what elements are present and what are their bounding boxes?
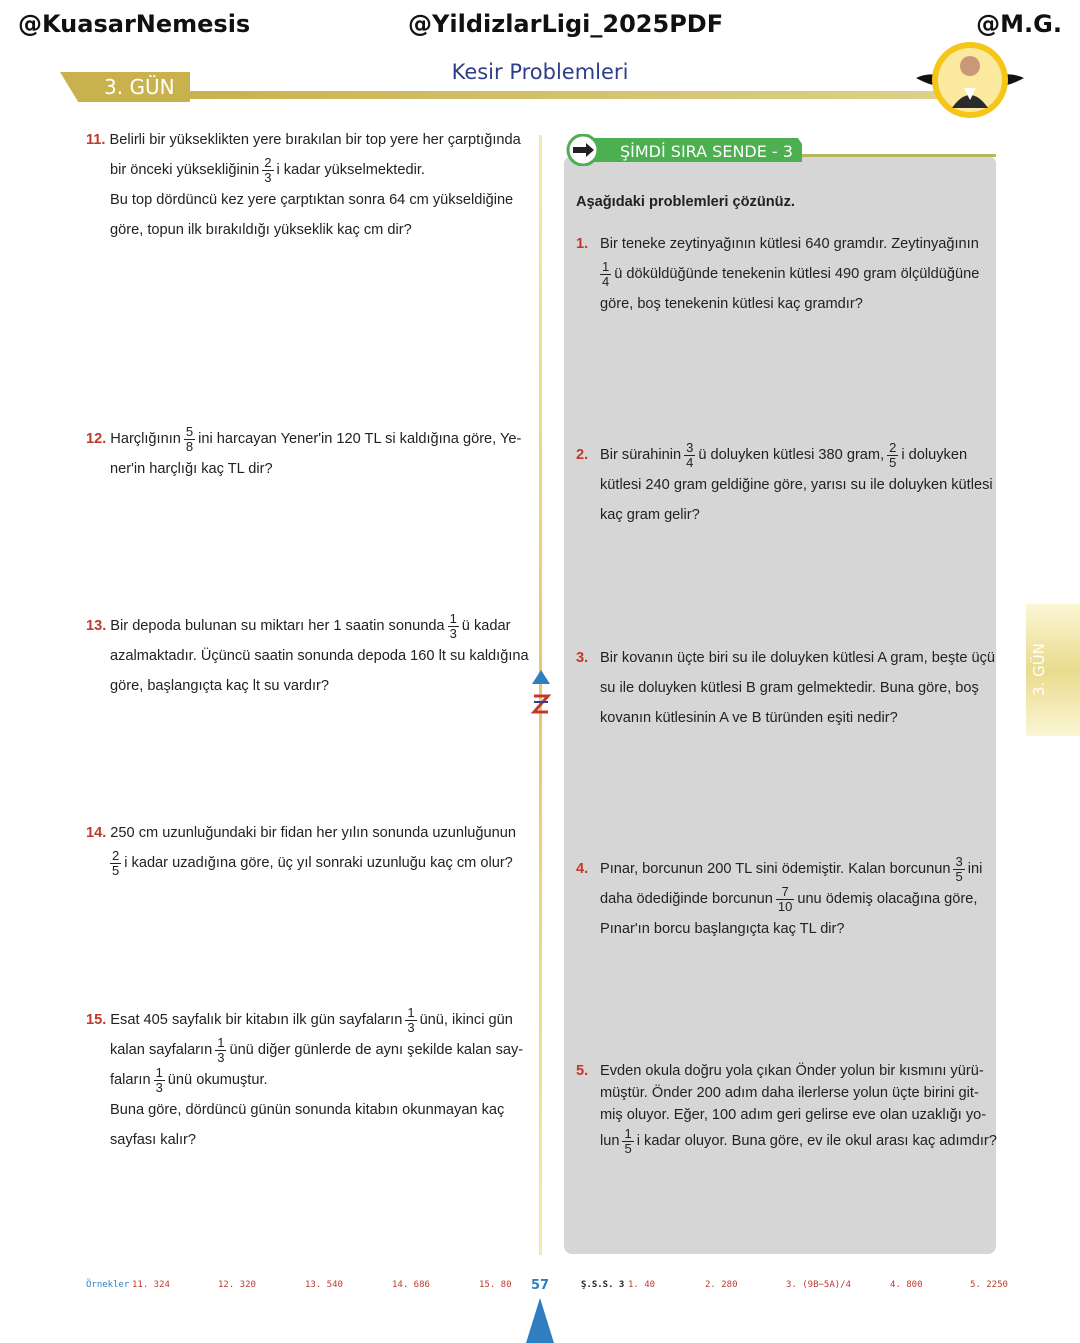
fraction-numerator: 1: [602, 258, 610, 274]
question-text: sayfası kalır?: [110, 1132, 196, 1148]
footer-answer: 14. 686: [392, 1280, 430, 1290]
question-number: 15.: [86, 1012, 107, 1028]
problem-number: 5.: [576, 1063, 589, 1079]
question-text: ü kadar: [461, 618, 511, 634]
footer-answer: 13. 540: [305, 1280, 343, 1290]
question-text: Belirli bir yükseklikten yere bırakılan bir top yere her çarptığında: [109, 132, 521, 148]
problem-text: Bir sürahinin: [600, 447, 682, 463]
problem-text: Pınar'ın borcu başlangıçta kaç TL dir?: [600, 921, 845, 937]
question-text: Bu top dördüncü kez yere çarptıktan sonra 64 cm yükseldiğine: [110, 192, 514, 208]
footer-answer: 11. 324: [132, 1280, 170, 1290]
problem-text: ini: [967, 861, 983, 877]
fraction-numerator: 3: [686, 439, 694, 455]
header-rule: [186, 91, 946, 99]
fraction: [622, 1127, 633, 1156]
watermark-middle: @YildizlarLigi_2025PDF: [408, 10, 724, 38]
panel-tab: [564, 134, 802, 166]
fraction: [405, 1006, 416, 1035]
watermark-right: @M.G.: [976, 10, 1062, 38]
fraction-denominator: 5: [112, 862, 120, 878]
page-title: Kesir Problemleri: [451, 60, 629, 84]
question-12: [86, 423, 522, 484]
fraction: [448, 612, 459, 641]
page-number: 57: [530, 1278, 550, 1293]
question-text: 250 cm uzunluğundaki bir fidan her yılın sonunda uzunluğunun: [110, 825, 516, 841]
fraction-numerator: 5: [185, 423, 194, 439]
problem-text: unu ödemiş olacağına göre,: [797, 891, 978, 907]
panel-header-rule: [796, 154, 996, 157]
question-number: 11.: [86, 132, 106, 148]
question-text: Bir depoda bulunan su miktarı her 1 saatin sonunda: [110, 618, 445, 634]
fraction-numerator: 1: [217, 1034, 225, 1050]
fraction-denominator: 10: [777, 898, 793, 914]
fraction-denominator: 5: [955, 868, 963, 884]
problem-text: Evden okula doğru yola çıkan Önder yolun bir kısmını yürü-: [600, 1063, 984, 1079]
fraction-denominator: 5: [889, 454, 897, 470]
problem-text: kaç gram gelir?: [600, 507, 700, 523]
question-text: azalmaktadır. Üçüncü saatin sonunda depoda 160 lt su kaldığına: [110, 648, 529, 664]
fraction-denominator: 8: [185, 438, 194, 454]
fraction-numerator: 1: [155, 1064, 163, 1080]
footer-answer: 12. 320: [218, 1280, 256, 1290]
question-text: göre, başlangıçta kaç lt su vardır?: [110, 678, 330, 694]
question-text: göre, topun ilk bırakıldığı yükseklik kaç cm dir?: [110, 222, 412, 238]
watermark-left: @KuasarNemesis: [18, 10, 251, 38]
fraction: [684, 441, 695, 470]
practice-problem-5: [576, 1060, 997, 1156]
problem-text: kütlesi 240 gram geldiğine göre, yarısı su ile doluyken kütlesi: [600, 477, 993, 493]
fraction: [776, 885, 794, 914]
footer-answer: 4. 800: [890, 1280, 923, 1290]
fraction-denominator: 3: [217, 1049, 225, 1065]
fraction-numerator: 2: [889, 439, 897, 455]
question-text: Harçlığının: [110, 431, 181, 447]
fraction-denominator: 4: [602, 273, 610, 289]
footer-sss-label: Ş.S.S. 3: [581, 1280, 625, 1290]
footer-answer: 1. 40: [628, 1280, 656, 1290]
question-text: ünü, ikinci gün: [419, 1012, 513, 1028]
problem-text: Bir teneke zeytinyağının kütlesi 640 gramdır. Zeytinyağının: [600, 236, 979, 252]
fraction-denominator: 5: [624, 1140, 632, 1156]
question-number: 14.: [86, 825, 107, 841]
fraction-denominator: 3: [155, 1079, 163, 1095]
problem-text: Pınar, borcunun 200 TL sini ödemiştir. Kalan borcunun: [600, 861, 951, 877]
footer-answer: 15. 80: [479, 1280, 512, 1290]
problem-text: göre, boş tenekenin kütlesi kaç gramdır?: [600, 296, 863, 312]
practice-problem-2: [576, 439, 993, 530]
problem-number: 1.: [576, 236, 589, 252]
fraction-numerator: 2: [112, 847, 120, 863]
day-tab-label: 3. GÜN: [104, 75, 175, 99]
fraction: [215, 1036, 226, 1065]
practice-problem-3: [576, 643, 996, 733]
fraction: [262, 156, 273, 185]
question-text: ünü diğer günlerde de aynı şekilde kalan say-: [229, 1042, 524, 1058]
mascot-badge-icon: [908, 38, 1032, 122]
question-text: bir önceki yüksekliğinin: [110, 162, 260, 178]
fraction-denominator: 4: [686, 454, 694, 470]
footer-answer: 3. (9B−5A)/4: [786, 1280, 852, 1290]
problem-text: ü doluyken kütlesi 380 gram,: [698, 447, 885, 463]
problem-text: Bir kovanın üçte biri su ile doluyken kütlesi A gram, beşte üçü: [600, 650, 996, 666]
question-text: Buna göre, dördüncü günün sonunda kitabın okunmayan kaç: [110, 1102, 505, 1118]
problem-number: 3.: [576, 650, 589, 666]
footer-answer: 5. 2250: [970, 1280, 1008, 1290]
question-14: [86, 818, 518, 878]
question-13: [86, 610, 529, 701]
practice-problem-4: [576, 854, 984, 944]
panel-intro: Aşağıdaki problemleri çözünüz.: [576, 194, 795, 210]
fraction-denominator: 3: [407, 1019, 415, 1035]
fraction-denominator: 3: [264, 169, 272, 185]
panel-tab-label: ŞİMDİ SIRA SENDE - 3: [620, 142, 793, 161]
fraction-numerator: 2: [264, 154, 272, 170]
fraction-denominator: 3: [449, 625, 457, 641]
fraction: [600, 260, 611, 289]
problem-text: kovanın kütlesinin A ve B türünden eşiti nedir?: [600, 710, 898, 726]
fraction: [110, 849, 121, 878]
fraction: [154, 1066, 165, 1095]
question-text: i kadar uzadığına göre, üç yıl sonraki uzunluğu kaç cm olur?: [124, 855, 513, 871]
footer-answer: 2. 280: [705, 1280, 738, 1290]
footer-examples-label: Örnekler: [86, 1280, 130, 1290]
fraction: [953, 855, 964, 884]
problem-text: miş oluyor. Eğer, 100 adım geri gelirse eve olan uzaklığı yo-: [600, 1107, 987, 1123]
problem-number: 4.: [576, 861, 589, 877]
fraction: [887, 441, 898, 470]
question-11: [86, 125, 521, 245]
problem-text: i kadar oluyor. Buna göre, ev ile okul arası kaç adımdır?: [636, 1133, 997, 1149]
question-text: Esat 405 sayfalık bir kitabın ilk gün sayfaların: [110, 1012, 403, 1028]
question-text: ünü okumuştur.: [167, 1072, 268, 1088]
problem-text: ü döküldüğünde tenekenin kütlesi 490 gram ölçüldüğüne: [614, 266, 980, 282]
publisher-logo-icon: [528, 668, 554, 722]
question-text: ner'in harçlığı kaç TL dir?: [110, 461, 273, 477]
practice-problem-1: [576, 229, 984, 319]
side-day-tab-label: 3. GÜN: [1030, 643, 1048, 696]
problem-text: i doluyken: [901, 447, 968, 463]
problem-text: daha ödediğinde borcunun: [600, 891, 773, 907]
question-number: 12.: [86, 431, 107, 447]
fraction-numerator: 1: [624, 1125, 632, 1141]
problem-text: su ile doluyken kütlesi B gram gelmektedir. Buna göre, boş: [600, 680, 979, 696]
fraction-numerator: 1: [449, 610, 457, 626]
question-text: ini harcayan Yener'in 120 TL si kaldığına göre, Ye-: [198, 431, 522, 447]
question-text: faların: [110, 1072, 151, 1088]
problem-number: 2.: [576, 447, 589, 463]
question-text: i kadar yükselmektedir.: [276, 162, 425, 178]
fraction-numerator: 3: [955, 853, 963, 869]
fraction-numerator: 1: [407, 1004, 415, 1020]
fraction-numerator: 7: [776, 885, 794, 900]
question-15: [86, 1004, 524, 1155]
page-marker-icon: [526, 1298, 554, 1343]
fraction: [184, 425, 195, 454]
problem-text: müştür. Önder 200 adım daha ilerlerse yolun üçte birini git-: [600, 1085, 979, 1101]
problem-text: lun: [600, 1133, 620, 1149]
question-number: 13.: [86, 618, 107, 634]
question-text: kalan sayfaların: [110, 1042, 213, 1058]
